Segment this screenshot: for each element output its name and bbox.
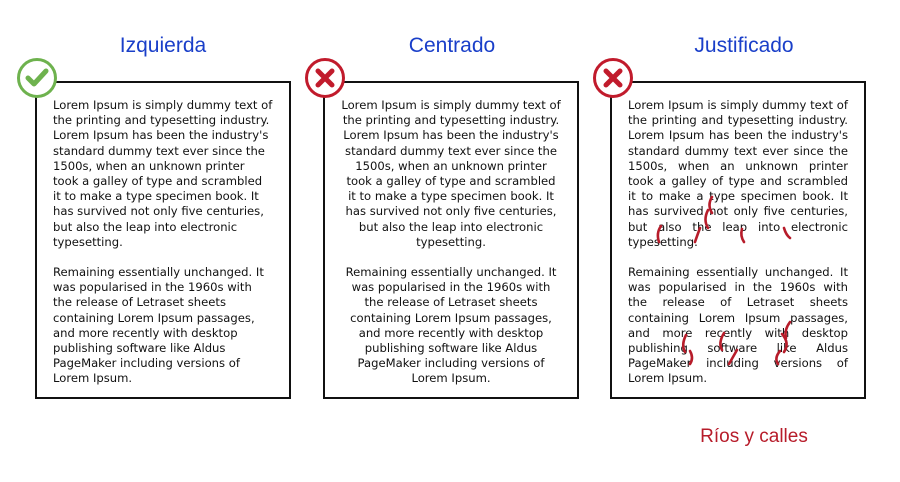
centered-text-box [323,81,579,399]
heading-center: Centrado [408,34,496,57]
justified-text-box [610,81,866,399]
left-paragraph-1: Lorem Ipsum is simply dummy text of the printing and typesetting industry. Lorem Ipsum has been the industry's standard dummy text ever since the 1500s, when an unknown printer took a galley of type and scrambled it to make a type specimen book. It has survived not only five centuries, but also the leap into electronic typesetting. [53,98,273,249]
cross-icon [593,58,633,98]
left-aligned-text-box [35,81,291,399]
check-icon [17,58,57,98]
heading-justify: Justificado [694,34,794,57]
left-paragraph-2: Remaining essentially unchanged. It was popularised in the 1960s with the release of Letraset sheets containing Lorem Ipsum passages, and more recently with desktop publishing software like Aldus PageMaker including versions of Lorem Ipsum. [53,265,264,386]
center-paragraph-1: Lorem Ipsum is simply dummy text of the printing and typesetting industry. Lorem Ipsum has been the industry's standard dummy text ever since the 1500s, when an unknown printer took a galley of type and scrambled it to make a type specimen book. It has survived not only five centuries, but also the leap into electronic typesetting. [341,98,561,249]
justify-paragraph-2: Remaining essentially unchanged. It was popularised in the 1960s with the release of Letraset sheets containing Lorem Ipsum passages, and more recently with desktop publishing software like Aldus PageMaker including versions of Lorem Ipsum. [628,265,848,386]
cross-icon [305,58,345,98]
center-paragraph-2: Remaining essentially unchanged. It was popularised in the 1960s with the release of Letraset sheets containing Lorem Ipsum passages, and more recently with desktop publishing software like Aldus PageMaker including versions of Lorem Ipsum. [345,265,557,386]
justify-paragraph-1: Lorem Ipsum is simply dummy text of the printing and typesetting industry. Lorem Ipsum has been the industry's standard dummy text ever since the 1500s, when an unknown printer took a galley of type and scrambled it to make a type specimen book. It has survived not only five centuries, but also the leap into electronic typesetting. [628,98,848,249]
rivers-caption: Ríos y calles [700,426,808,447]
heading-left: Izquierda [119,34,207,57]
